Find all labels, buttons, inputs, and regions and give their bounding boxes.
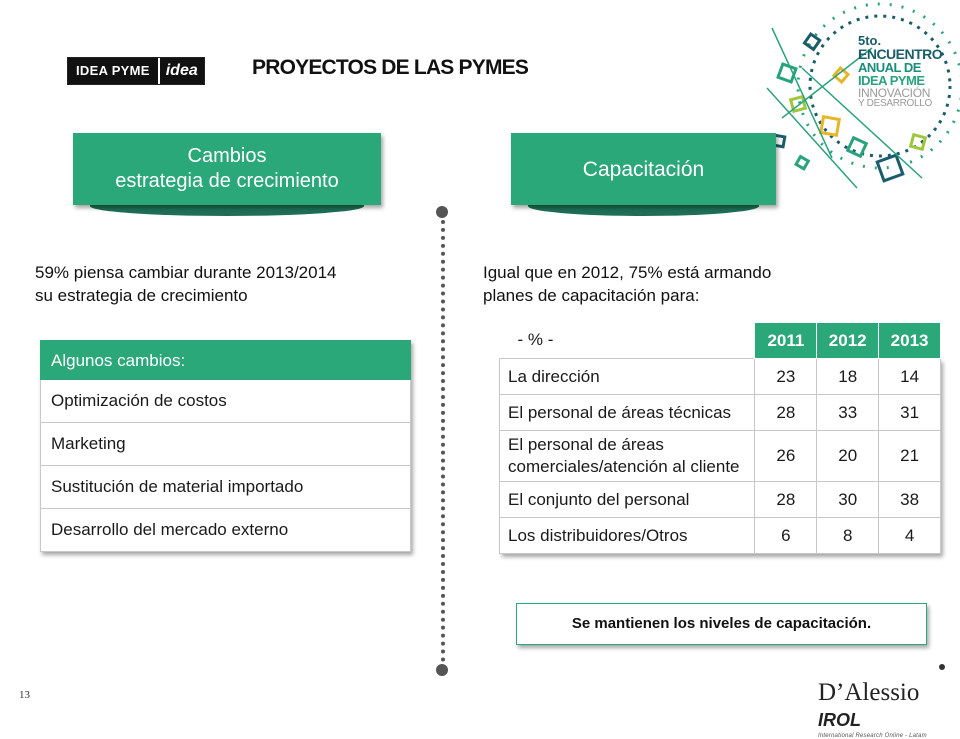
row-value: 28 (755, 482, 817, 518)
vertical-dotted-divider (441, 212, 445, 670)
dalessio-irol-logo (818, 680, 948, 739)
logo-text-right: idea (158, 58, 204, 84)
row-label: Los distribuidores/Otros (500, 518, 755, 554)
emblem-line-2: ENCUENTRO (858, 46, 943, 62)
table-row (500, 431, 941, 482)
banner-cambios-line-2: estrategia de crecimiento (115, 170, 339, 192)
table-row (500, 518, 941, 554)
year-header-2013: 2013 (879, 323, 941, 359)
cambios-intro-line-2: su estrategia de crecimiento (35, 286, 248, 305)
row-value: 31 (879, 395, 941, 431)
emblem-line-3: ANUAL DE (858, 60, 921, 75)
row-value: 6 (755, 518, 817, 554)
row-value: 30 (817, 482, 879, 518)
list-item: Desarrollo del mercado externo (40, 509, 411, 552)
banner-capacitacion (511, 133, 776, 205)
year-header-2011: 2011 (755, 323, 817, 359)
banner-capacitacion-label: Capacitación (582, 157, 705, 181)
row-value: 26 (755, 431, 817, 482)
capacitacion-intro (483, 261, 903, 307)
logo-text-left: IDEA PYME (68, 58, 158, 84)
list-item: Sustitución de material importado (40, 466, 411, 509)
row-label: La dirección (500, 359, 755, 395)
banner-left-ribbon (90, 204, 364, 216)
row-value: 28 (755, 395, 817, 431)
row-value: 18 (817, 359, 879, 395)
table-unit-header: - % - (517, 330, 554, 350)
row-value: 23 (755, 359, 817, 395)
dalessio-brand-suffix: IROL (818, 710, 861, 730)
row-value: 20 (817, 431, 879, 482)
capacitacion-table (499, 322, 941, 554)
emblem-line-5: INNOVACIÓN (858, 86, 931, 100)
idea-pyme-logo (67, 57, 205, 85)
row-value: 14 (879, 359, 941, 395)
row-value: 33 (817, 395, 879, 431)
table-row (500, 482, 941, 518)
emblem-line-4: IDEA PYME (858, 73, 925, 88)
cambios-intro-line-1: 59% piensa cambiar durante 2013/2014 (35, 263, 337, 282)
cambios-list-header: Algunos cambios: (40, 340, 411, 380)
emblem-line-6: Y DESARROLLO (858, 98, 933, 109)
banner-cambios-line-1: Cambios (187, 145, 267, 167)
row-value: 21 (879, 431, 941, 482)
row-label: El conjunto del personal (500, 482, 755, 518)
banner-right-ribbon (528, 204, 759, 216)
table-row (500, 359, 941, 395)
row-value: 8 (817, 518, 879, 554)
list-item: Marketing (40, 423, 411, 466)
dalessio-tagline: International Research Online - Latam (818, 733, 927, 739)
emblem-text (858, 34, 958, 109)
year-header-2012: 2012 (817, 323, 879, 359)
divider-bottom-dot (436, 664, 448, 676)
cambios-list (40, 340, 411, 552)
capacitacion-intro-line-2: planes de capacitación para: (483, 286, 700, 305)
dalessio-brand-main: D’Alessio (818, 679, 920, 706)
capacitacion-intro-line-1: Igual que en 2012, 75% está armando (483, 263, 772, 282)
dalessio-brand (818, 680, 948, 733)
row-value: 4 (879, 518, 941, 554)
page-number: 13 (19, 689, 30, 701)
cambios-intro (35, 261, 425, 307)
corner-dot (939, 664, 945, 670)
list-item: Optimización de costos (40, 380, 411, 423)
table-row (500, 395, 941, 431)
banner-cambios (73, 133, 381, 205)
row-value: 38 (879, 482, 941, 518)
page-title: PROYECTOS DE LAS PYMES (252, 56, 529, 79)
emblem-line-1: 5to. (858, 33, 882, 48)
table-header-row (500, 323, 941, 359)
capacitacion-note: Se mantienen los niveles de capacitación. (516, 603, 927, 645)
divider-top-dot (436, 206, 448, 218)
row-label: El personal de áreas comerciales/atención al cliente (500, 431, 755, 482)
row-label: El personal de áreas técnicas (500, 395, 755, 431)
